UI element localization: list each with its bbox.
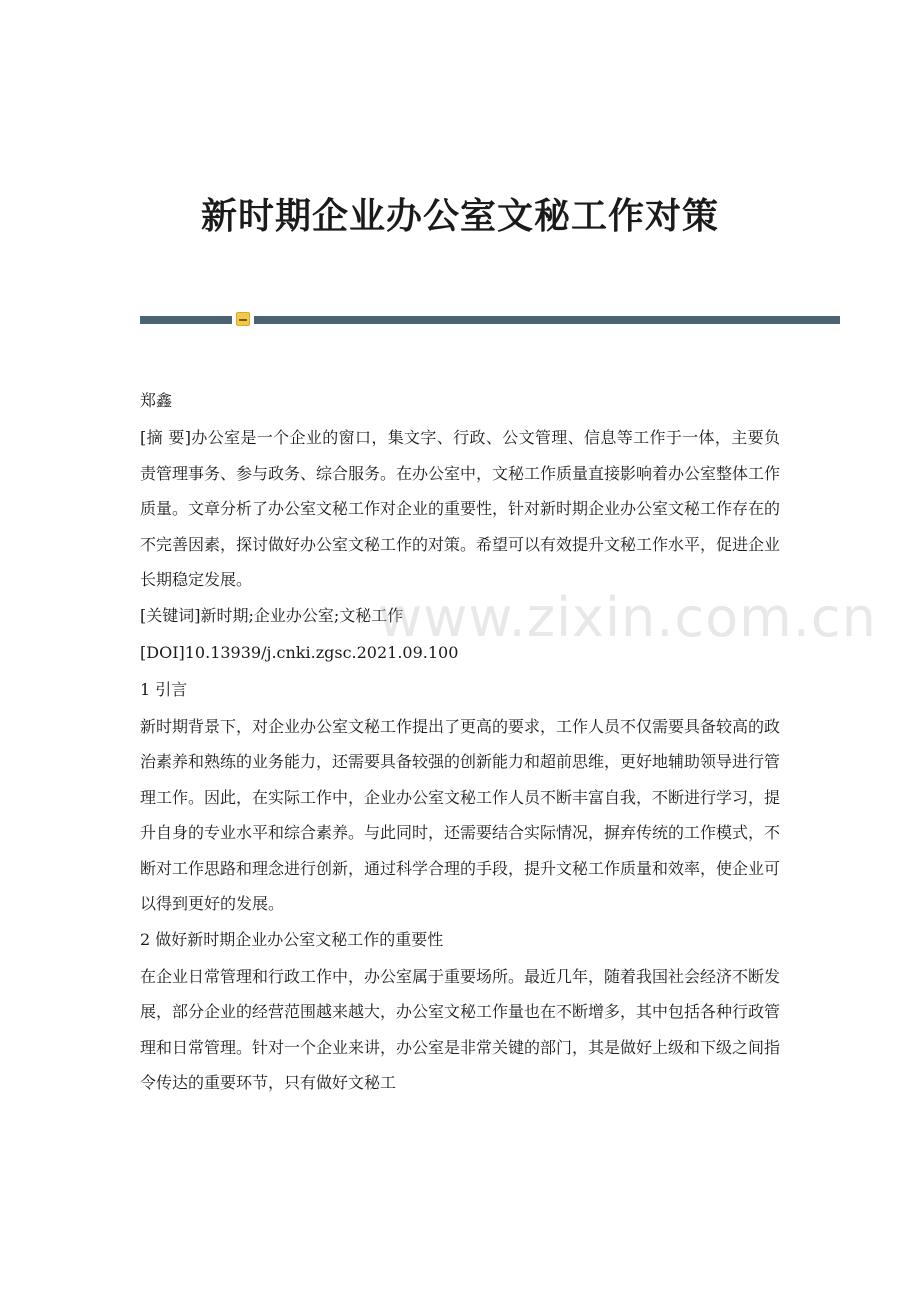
- keywords: [关键词]新时期;企业办公室;文秘工作: [140, 605, 404, 625]
- section1-body: 新时期背景下，对企业办公室文秘工作提出了更高的要求，工作人员不仅需要具备较高的政治素养和熟练的业务能力，还需要具备较强的创新能力和超前思维，更好地辅助领导进行管理工作。因此，在实际工作中，企业办公室文秘工作人员不断丰富自我，不断进行学习，提升自身的专业水平和综合素养。与此同时，还需要结合实际情况，摒弃传统的工作模式，不断对工作思路和理念进行创新，通过科学合理的手段，提升文秘工作质量和效率，使企业可以得到更好的发展。: [140, 716, 781, 913]
- section2-body: 在企业日常管理和行政工作中，办公室属于重要场所。最近几年，随着我国社会经济不断发展，部分企业的经营范围越来越大，办公室文秘工作量也在不断增多，其中包括各种行政管理和日常管理。针对一个企业来讲，办公室是非常关键的部门，其是做好上级和下级之间指令传达的重要环节，只有做好文秘工: [140, 966, 781, 1092]
- author: 郑鑫: [140, 391, 173, 410]
- watermark: www.zixin.com.cn: [378, 586, 877, 649]
- doi: [DOI]10.13939/j.cnki.zgsc.2021.09.100: [140, 642, 459, 662]
- divider-ornament-icon: [236, 312, 250, 326]
- divider-bar-right: [254, 316, 840, 324]
- title-divider: [140, 312, 840, 326]
- divider-bar-left: [140, 316, 232, 324]
- abstract: [摘 要]办公室是一个企业的窗口，集文字、行政、公文管理、信息等工作于一体，主要负责管理事务、参与政务、综合服务。在办公室中，文秘工作质量直接影响着办公室整体工作质量。文章分析了办公室文秘工作对企业的重要性，针对新时期企业办公室文秘工作存在的不完善因素，探讨做好办公室文秘工作的对策。希望可以有效提升文秘工作水平，促进企业长期稳定发展。: [140, 428, 781, 589]
- section1-heading: 1 引言: [140, 679, 188, 699]
- section2-heading: 2 做好新时期企业办公室文秘工作的重要性: [140, 929, 444, 949]
- document-title: 新时期企业办公室文秘工作对策: [200, 195, 719, 237]
- document-body: [140, 383, 780, 1101]
